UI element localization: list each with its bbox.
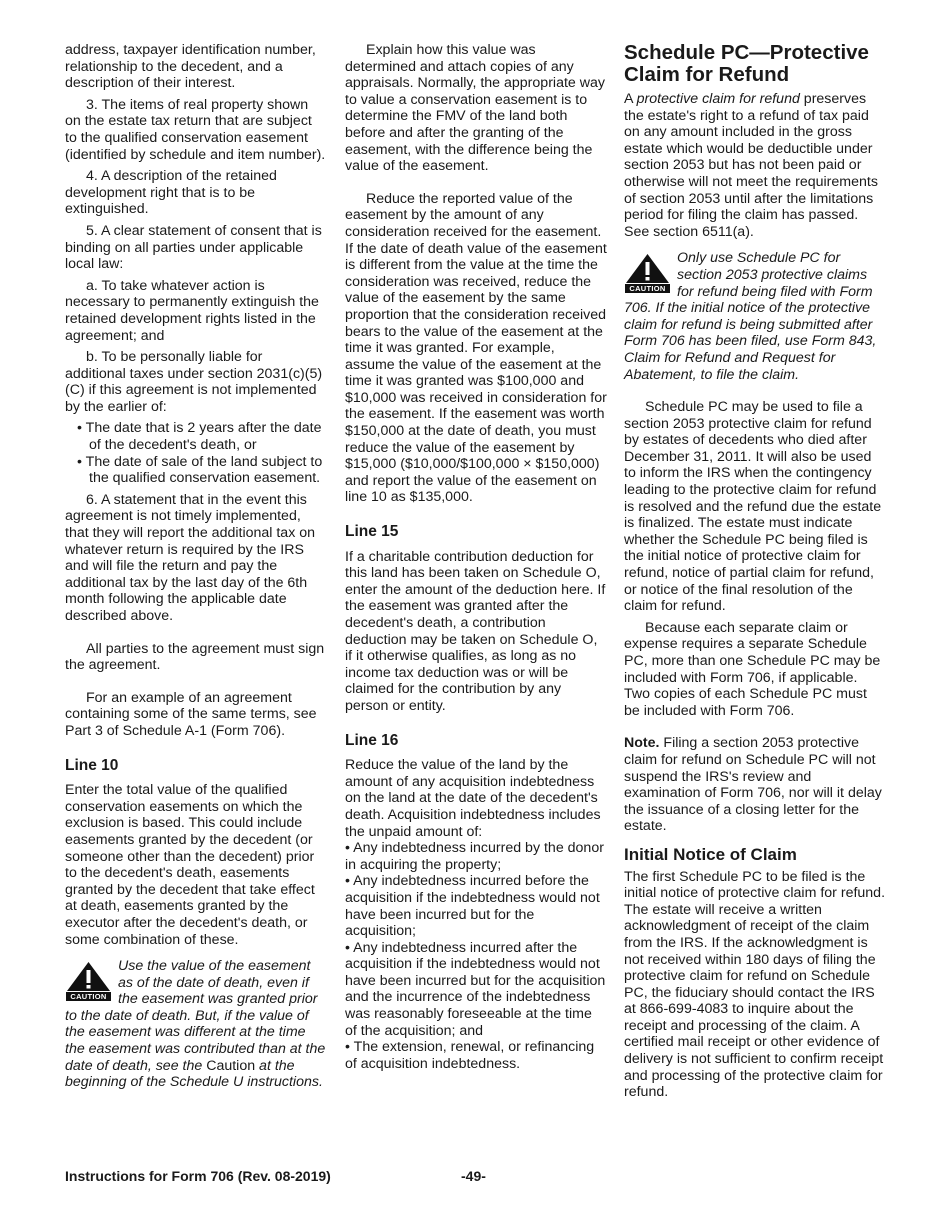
caution-triangle-icon: [65, 961, 112, 992]
line-10-heading: Line 10: [65, 756, 119, 774]
line-15-text: If a charitable contribution deduction for this land has been taken on Schedule O, enter the amount of the deduction here. If the easement was granted after the decedent's death, a contribution deduction may be taken on Schedule O, if it otherwise qualifies, as long as no income tax deduction was or will be claimed for the contribution by any person or entity.: [345, 548, 606, 714]
paragraph-explain: Explain how this value was determined and attach copies of any appraisals. Normally, the appropriate way to value a conservation easement is to determine the FMV of the land both before and after the granting of the easement, with the difference being the value of the easement.: [345, 42, 605, 175]
caution-note-easement: [65, 958, 327, 1091]
caution-badge: [65, 961, 112, 1001]
schedule-pc-heading: Schedule PC—Protective Claim for Refund: [624, 41, 869, 86]
page-number: -49-: [461, 1168, 486, 1184]
caution-label: CAUTION: [66, 992, 111, 1001]
caution-note-schedule-pc: [624, 250, 886, 383]
caution-badge: [624, 253, 671, 293]
item-4: 4. A description of the retained development right that is to be extinguished.: [65, 168, 277, 218]
line-10-text: Enter the total value of the qualified conservation easements on which the exclusion is based. This could include easements granted by the decedent (or someone other than the decedent) prior to the decedent's death, easements granted by the decedent that take effect at death, easements granted by the executor after the decedent's death, or some combination of these.: [65, 782, 315, 948]
intro-text-a: A: [624, 91, 637, 107]
indebtedness-item-3: • Any indebtedness incurred after the acquisition if the indebtedness would not have been incurred but for the acquisition and the incurrence of the indebtedness was reasonably foreseeable at the time of the acquisition; and: [345, 939, 606, 1039]
bullet-date-of-sale: • The date of sale of the land subject to the qualified conservation easement.: [77, 453, 323, 487]
line-15-heading: Line 15: [345, 523, 399, 541]
item-5a: a. To take whatever action is necessary to permanently extinguish the retained development rights listed in the agreement; and: [65, 277, 319, 344]
schedule-pc-intro: [624, 91, 886, 240]
bullet-two-years: • The date that is 2 years after the date of the decedent's death, or: [77, 420, 322, 454]
item-3: 3. The items of real property shown on the estate tax return that are subject to the qualified conservation easement (identified by schedule and item number).: [65, 96, 326, 163]
item-6: 6. A statement that in the event this agreement is not timely implemented, that they will report the additional tax on whatever return is required by the IRS and will file the return and pay the additional tax by the last day of the 6th month following the applicable date described above.: [65, 491, 316, 624]
paragraph-schedule-pc-use: Schedule PC may be used to file a section 2053 protective claim for refund by estates of decedents who died after December 31, 2011. It will also be used to inform the IRS when the contingency leading to the protective claim for refund is resolved and the refund due the estate is finalized. The estate must indicate whether the Schedule PC being filed is the initial notice of protective claim for refund, notice of partial claim for refund, or notice of the final resolution of the claim for refund.: [624, 399, 882, 615]
paragraph-continued: address, taxpayer identification number, relationship to the decedent, and a description of their interest.: [65, 42, 316, 92]
indebtedness-item-4: • The extension, renewal, or refinancing of acquisition indebtedness.: [345, 1039, 595, 1072]
intro-text-b: preserves the estate's right to a refund of tax paid on any amount included in the gross estate which would be deductible under section 2053 but has not been paid or otherwise will not meet the requirements of section 2053 until after the limitations period for filing the claim has passed. See section 6511(a).: [624, 91, 878, 240]
column-middle: [345, 42, 607, 1072]
item-5b: b. To be personally liable for additional taxes under section 2031(c)(5)(C) if this agreement is not implemented by the earlier of:: [65, 349, 323, 415]
caution-label: CAUTION: [625, 284, 670, 293]
note-text: Filing a section 2053 protective claim for refund on Schedule PC will not suspend the IRS's review and examination of Form 706, nor will it delay the issuance of a closing letter for the estate.: [624, 735, 882, 835]
caution-triangle-icon: [624, 253, 671, 284]
paragraph-sign: All parties to the agreement must sign the agreement.: [65, 640, 325, 674]
intro-term: protective claim for refund: [636, 91, 800, 107]
paragraph-separate-claims: Because each separate claim or expense requires a separate Schedule PC, more than one Schedule PC may be included with Form 706, if applicable. Two copies of each Schedule PC must be included with Form 706.: [624, 619, 881, 719]
line-16-heading: Line 16: [345, 731, 399, 749]
column-right: [624, 42, 886, 1106]
caution-text-c: at the beginning of the Schedule U instructions.: [65, 1057, 323, 1091]
indebtedness-item-2: • Any indebtedness incurred before the acquisition if the indebtedness would not have been incurred but for the acquisition;: [345, 873, 600, 940]
caution-text: Only use Schedule PC for section 2053 protective claims for refund being filed with Form 706. If the initial notice of the protective claim for refund is being submitted after Form 706 has been filed, use Form 843, Claim for Refund and Request for Abatement, to file the claim.: [624, 250, 877, 383]
note-paragraph: [624, 735, 886, 835]
item-5: 5. A clear statement of consent that is binding on all parties under applicable local law:: [65, 222, 322, 273]
paragraph-example: For an example of an agreement containing some of the same terms, see Part 3 of Schedule A-1 (Form 706).: [65, 689, 317, 739]
indebtedness-item-1: • Any indebtedness incurred by the donor in acquiring the property;: [345, 840, 604, 873]
initial-notice-text: The first Schedule PC to be filed is the initial notice of protective claim for refund. The estate will receive a written acknowledgment of receipt of the claim from the IRS. If the acknowledgment is not received within 180 days of filing the protective claim for refund on Schedule PC, the fiduciary should contact the IRS at 866-699-4083 to inquire about the receipt and processing of the claim. A certified mail receipt or other evidence of delivery is not sufficient to confirm receipt and processing of the protective claim for refund.: [624, 868, 886, 1101]
paragraph-reduce: Reduce the reported value of the easement by the amount of any consideration received for the easement. If the date of death value of the easement is different from the value at the time the consideration was received, reduce the value of the easement by the same proportion that the consideration received bears to the value of the easement at the time it was granted. For example, assume the value of the easement at the time it was granted was $100,000 and $10,000 was received in consideration for the easement. If the easement was worth $150,000 at the date of death, you must reduce the value of the easement by $15,000 ($10,000/$100,000 × $150,000) and report the value of the easement on line 10 as $135,000.: [345, 190, 607, 506]
line-16-text: Reduce the value of the land by the amount of any acquisition indebtedness on the land at the date of the decedent's death. Acquisition indebtedness includes the unpaid amount of:: [345, 757, 601, 840]
caution-text-ref: Caution: [206, 1057, 256, 1074]
footer-form-title: Instructions for Form 706 (Rev. 08-2019): [65, 1168, 331, 1184]
initial-notice-heading: Initial Notice of Claim: [624, 844, 797, 864]
column-left: [65, 42, 327, 1099]
caution-text-a: Use the value of the easement as of the date of death, even if the easement was granted prior to the date of death. But, if the value of the easement was different at the time the easement was contributed than at the date of death, see the: [65, 958, 326, 1074]
note-label: Note.: [624, 735, 660, 752]
